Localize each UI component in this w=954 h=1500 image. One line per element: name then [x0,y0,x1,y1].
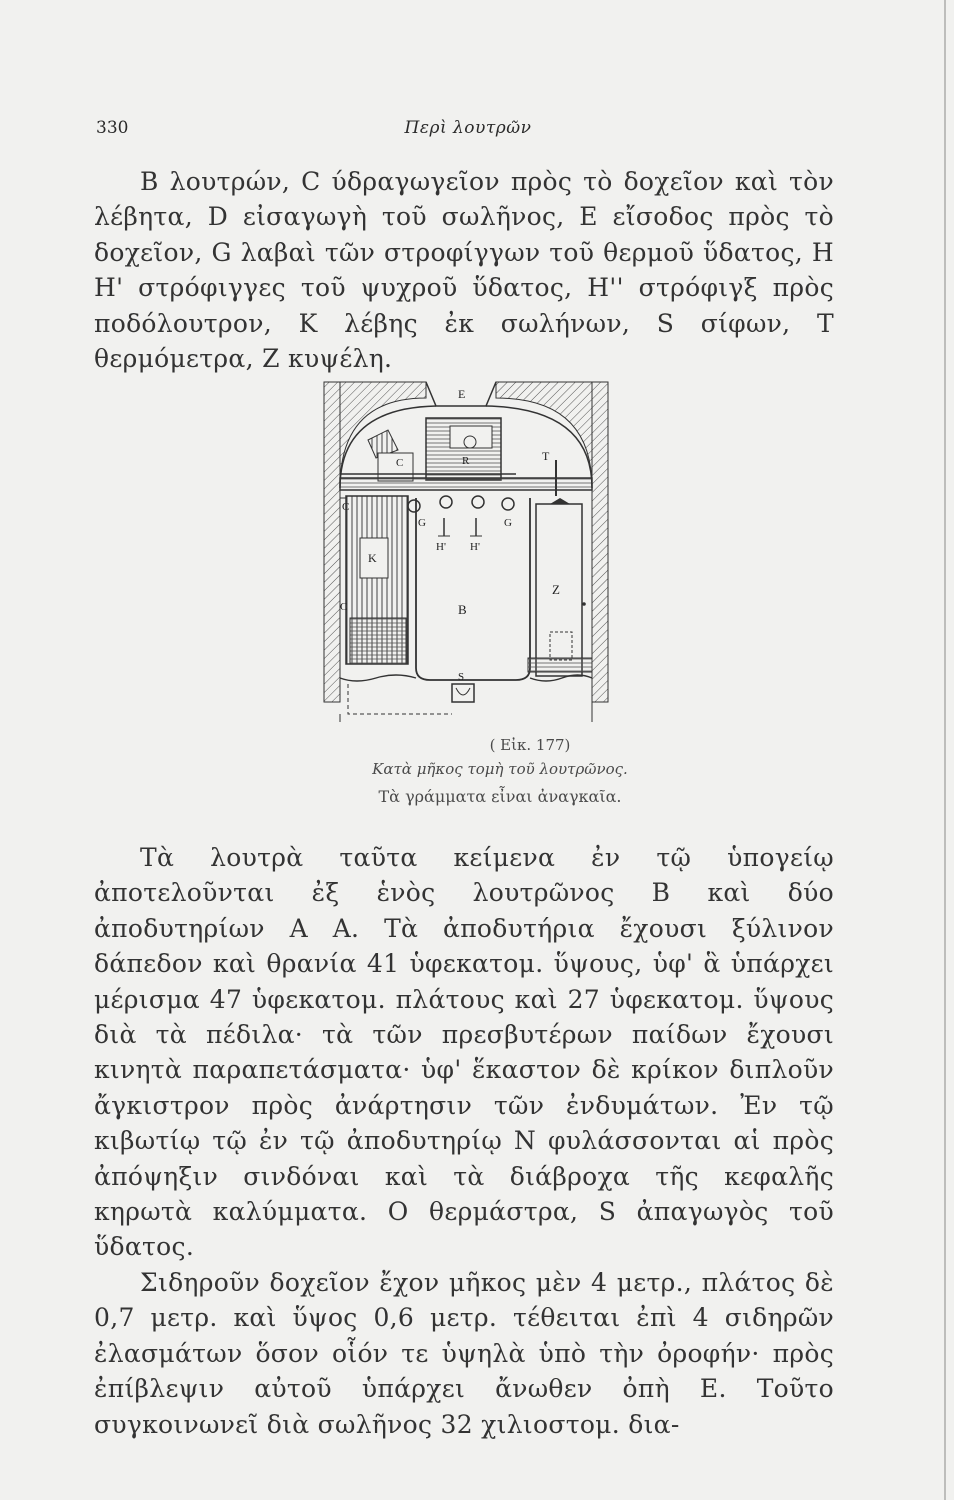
label-H1: H' [436,541,446,553]
intro-paragraph [94,164,834,376]
label-Z: Z [552,582,560,597]
label-G-right: G [504,517,512,529]
body-paragraph [94,840,834,1442]
figure-drawing [316,378,616,728]
figure-caption: Κατὰ μῆκος τομὴ τοῦ λουτρῶνος. [372,760,628,778]
label-K: K [368,551,377,565]
intro-text: B λουτρών, C ύδραγωγεῖον πρὸς τὸ δοχεῖον καὶ τὸν λέβητα, D εἰσαγωγὴ τοῦ σωλῆνος, E εἴσοδος πρὸς τὸ δοχεῖον, G λαβαὶ τῶν στροφίγγων τοῦ θερμοῦ ὕδατος, H H' στρόφιγγες τοῦ ψυχροῦ ὕδατος, H'' στρόφιγξ πρὸς ποδόλουτρον, K λέβης ἐκ σωλήνων, S σίφων, T θερμόμετρα, Z κυψέλη. [94,167,834,374]
label-G-left: G [418,517,426,529]
label-C-top: C [396,457,404,469]
scan-edge-line [944,0,946,1500]
label-C-left: C [342,501,350,513]
label-E: E [458,387,466,401]
body-text-2: Σιδηροῦν δοχεῖον ἔχον μῆκος μὲν 4 μετρ., πλάτος δὲ 0,7 μετρ. καὶ ὕψος 0,6 μετρ. τέθειται ἐπὶ 4 σιδηρῶν ἐλασμάτων ὅσον οἷόν τε ὑψηλὰ ὑπὸ τὴν ὀροφήν· πρὸς ἐπίβλεψιν αὐτοῦ ὑπάρχει ἄνωθεν ὀπὴ E. Τοῦτο συγκοινωνεῖ διὰ σωλῆνος 32 χιλιοστομ. δια- [94,1267,834,1439]
label-H2: H' [470,541,480,553]
page-number: 330 [96,118,129,138]
bath-section-figure [316,378,616,728]
label-C-bottom: C [340,601,348,613]
page-header [96,118,840,148]
figure-note: Τὰ γράμματα εἶναι ἀναγκαῖα. [378,787,622,806]
label-S: S [458,671,465,683]
body-text: Τὰ λουτρὰ ταῦτα κείμενα ἐν τῷ ὑπογείῳ ἀποτελοῦνται ἐξ ἑνὸς λουτρῶνος B καὶ δύο ἀποδυτηρίων A A. Τὰ ἀποδυτήρια ἔχουσι ξύλινον δάπεδον καὶ θρανία 41 ὑφεκατομ. ὕψους, ὑφ' ἃ ὑπάρχει μέρισμα 47 ὑφεκατομ. πλάτους καὶ 27 ὑφεκατομ. ὕψους διὰ τὰ πέδιλα· τὰ τῶν πρεσβυτέρων παίδων ἔχουσι κινητὰ παραπετάσματα· ὑφ' ἕκαστον δὲ κρίκον διπλοῦν ἄγκιστρον πρὸς ἀνάρτησιν τῶν ἐνδυμάτων. Ἐν τῷ κιβωτίῳ τῷ ἐν τῷ ἀποδυτηρίῳ N φυλάσσονται αἱ πρὸς ἀπόψηξιν σινδόναι καὶ τὰ διάβροχα τῆς κεφαλῆς κηρωτὰ καλύμματα. O θερμάστρα, S ἀπαγωγὸς τοῦ ὕδατος. [94,843,834,1262]
figure-number: ( Εἰκ. 177) [489,736,571,754]
label-R: R [462,455,470,467]
running-title: Περὶ λουτρῶν [404,118,532,138]
label-B: B [458,602,467,617]
label-T: T [542,449,550,463]
